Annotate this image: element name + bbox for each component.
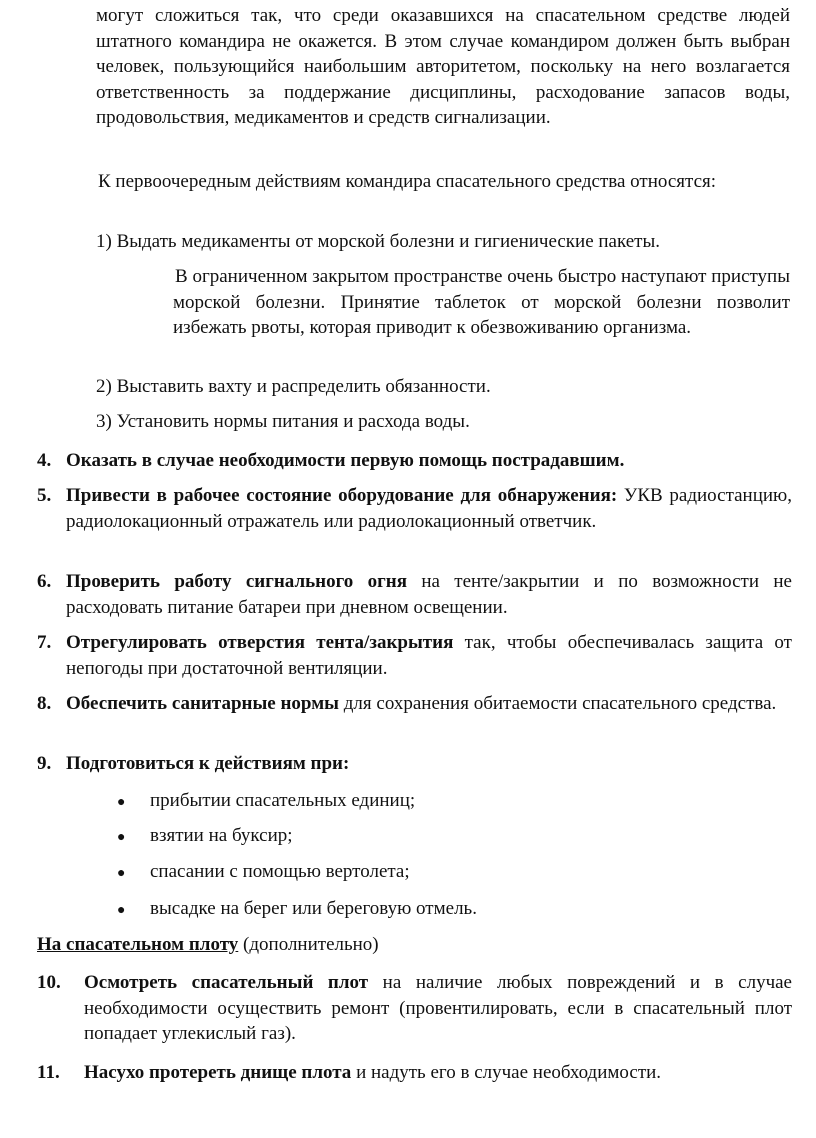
sub-item-number: 3) bbox=[96, 411, 112, 432]
intro-paragraph bbox=[96, 3, 790, 131]
sub-item-2 bbox=[96, 374, 796, 400]
step-text: Отрегулировать отверстия тента/закрытия так, чтобы обеспечивалась защита от непогоды при достаточной вентиляции. bbox=[66, 632, 792, 679]
step-number: 8. bbox=[37, 693, 52, 714]
raft-section-heading: На спасательном плоту (дополнительно) bbox=[37, 934, 379, 955]
seasickness-note: В ограниченном закрытом пространстве очень быстро наступают приступы морской болезни. Принятие таблеток от морской болезни позволит избежать рвоты, которая приводит к обезвоживанию организма. bbox=[173, 266, 790, 338]
step-number: 4. bbox=[37, 450, 52, 471]
bullet-icon: ● bbox=[117, 830, 126, 845]
sub-item-number: 1) bbox=[96, 231, 112, 252]
document-page: могут сложиться так, что среди оказавшихся на спасательном средстве людей штатного командира не окажется. В этом случае командиром должен быть выбран человек, пользующийся наибольшим авторитетом, поскольку на него возлагается ответственность за поддержание дисциплины, расходование запасов воды, продовольствия, медикаментов и средств сигнализации. К первоочередным действиям командира спасательного средства относятся: 1) Выдать медикаменты от морской болезни и гигиенические пакеты. В ограниченном закрытом пространстве очень быстро наступают приступы морской болезни. Принятие таблеток от морской болезни позволит избежать рвоты, которая приводит к обезвоживанию организма. 2) Выставить вахту и распределить обязанности. 3) Установить нормы питания и расхода воды. 4. Оказать в случае необходимости первую помощь пострадавшим. 5. Привести в рабочее состояние оборудование для обнаружения: УКВ радиостанцию, радиолокационный отражатель или радиолокационный ответчик. 6. Проверить работу сигнального огня на тенте/закрытии и по возможности не расходовать питание батареи при дневном освещении. 7. Отрегулировать отверстия тента/закрытия так, чтобы обеспечивалась защита от непогоды при достаточной вентиляции. 8. Обеспечить санитарные нормы для сохранения обитаемости спасательного средства. 9. Подготовиться к действиям при: ● прибытии спасательных единиц; ● взятии на буксир; ● спасании с помощью вертолета; ● высадке на берег или береговую отмель. На спасательном плоту (дополнительно) 10. Осмотреть спасательный плот на наличие любых повреждений и в случае необходимости осуществить ремонт (провентилировать, если в спасательный плот попадает углекислый газ). 11. Насухо протереть днище плота и надуть его в случае необходимости. bbox=[0, 0, 816, 1138]
first-actions-intro: К первоочередным действиям командира спасательного средства относятся: bbox=[98, 171, 717, 192]
step-number: 6. bbox=[37, 571, 52, 592]
step-text: Обеспечить санитарные нормы для сохранения обитаемости спасательного средства. bbox=[66, 693, 777, 714]
sub-item-text: Выдать медикаменты от морской болезни и гигиенические пакеты. bbox=[116, 231, 660, 252]
step-number: 9. bbox=[37, 753, 52, 774]
step-number: 5. bbox=[37, 485, 52, 506]
sub-item-text: Выставить вахту и распределить обязанности. bbox=[116, 376, 491, 397]
step-text: Осмотреть спасательный плот на наличие любых повреждений и в случае необходимости осуществить ремонт (провентилировать, если в спасательный плот попадает углекислый газ). bbox=[84, 972, 792, 1044]
step-text: Подготовиться к действиям при: bbox=[66, 753, 350, 774]
sub-item-text: Установить нормы питания и расхода воды. bbox=[116, 411, 470, 432]
step-text: Насухо протереть днище плота и надуть его в случае необходимости. bbox=[84, 1062, 662, 1083]
bullet-icon: ● bbox=[117, 903, 126, 918]
sub-item-number: 2) bbox=[96, 376, 112, 397]
bullet-icon: ● bbox=[117, 866, 126, 881]
bullet-icon: ● bbox=[117, 795, 126, 810]
sub-item-1 bbox=[96, 229, 796, 255]
step-number: 10. bbox=[37, 972, 61, 993]
sub-item-3 bbox=[96, 409, 796, 435]
step-text: Привести в рабочее состояние оборудование для обнаружения: УКВ радиостанцию, радиолокационный отражатель или радиолокационный ответчик. bbox=[66, 485, 792, 532]
step-number: 11. bbox=[37, 1062, 60, 1083]
step-text: Оказать в случае необходимости первую помощь пострадавшим. bbox=[66, 450, 625, 471]
step-text: Проверить работу сигнального огня на тенте/закрытии и по возможности не расходовать питание батареи при дневном освещении. bbox=[66, 571, 792, 618]
intro-text: могут сложиться так, что среди оказавшихся на спасательном средстве людей штатного командира не окажется. В этом случае командиром должен быть выбран человек, пользующийся наибольшим авторитетом, поскольку на него возлагается ответственность за поддержание дисциплины, расходование запасов воды, продовольствия, медикаментов и средств сигнализации. bbox=[96, 5, 790, 128]
step-number: 7. bbox=[37, 632, 52, 653]
